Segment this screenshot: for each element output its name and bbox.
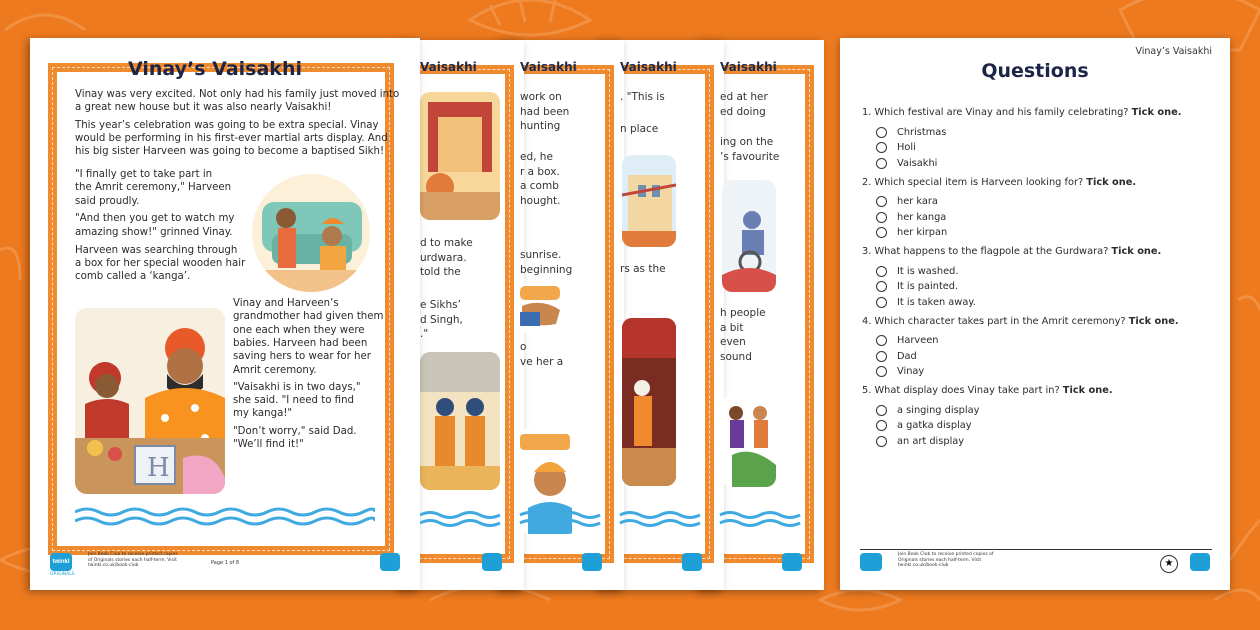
back-page-text: a comb: [520, 180, 559, 192]
answer-option-label: Christmas: [897, 126, 947, 138]
answer-option[interactable]: [876, 365, 924, 379]
story-line: Amrit ceremony.: [233, 364, 317, 376]
story-line: would be performing in his first-ever martial arts display. And: [75, 132, 388, 144]
radio-circle-icon[interactable]: [876, 405, 887, 416]
answer-option-label: a gatka display: [897, 420, 972, 431]
answer-option-label: Vaisakhi: [897, 157, 938, 169]
story-line: a box for her special wooden hair: [75, 257, 246, 269]
star-badge-icon: ★: [1160, 555, 1178, 573]
back-page-text: r a box.: [520, 165, 560, 178]
questions-page[interactable]: [840, 38, 1230, 590]
back-page-text: ve her a: [520, 355, 564, 368]
back-page-title: Vaisakhi: [420, 60, 477, 74]
story-line: Vinay and Harveen’s: [233, 298, 339, 309]
twinkl-logo: twinkl: [50, 553, 72, 571]
tick-one-label: Tick one.: [1062, 385, 1113, 396]
footer-rule: [860, 549, 1212, 550]
back-page-text: a bit: [720, 321, 744, 334]
story-line: saving hers to wear for her: [233, 351, 371, 363]
tick-one-label: Tick one.: [1128, 315, 1179, 327]
back-page-text: sunrise.: [520, 249, 562, 261]
radio-circle-icon[interactable]: [876, 281, 887, 292]
story-line: Vinay was very excited. Not only had his family just moved into: [75, 89, 400, 100]
radio-circle-icon[interactable]: [876, 420, 887, 431]
book-club-badge-icon-4: [682, 553, 702, 571]
back-page-text: d to make: [420, 237, 473, 249]
back-page-text: o: [520, 341, 527, 353]
back-page-text: .": [420, 328, 429, 340]
illustration-ceremony: [622, 318, 676, 486]
back-page-title: Vaisakhi: [520, 60, 577, 74]
radio-circle-icon[interactable]: [876, 227, 887, 238]
story-line: "And then you get to watch my: [75, 213, 235, 225]
radio-circle-icon[interactable]: [876, 196, 887, 207]
illustration-gurdwara-door: [420, 92, 500, 220]
illustration-festival-crowd: [722, 395, 776, 487]
story-line: This year’s celebration was going to be extra special. Vinay: [75, 119, 379, 131]
answer-option[interactable]: [876, 349, 917, 363]
back-page-text: ed at her: [720, 91, 768, 103]
story-line: amazing show!" grinned Vinay.: [75, 226, 233, 238]
answer-option-label: Dad: [897, 350, 917, 362]
questions-page-header: Vinay’s Vaisakhi: [1135, 46, 1212, 57]
question-text: 3. What happens to the flagpole at the Gurdwara? Tick one.: [862, 246, 1162, 257]
radio-circle-icon[interactable]: [876, 366, 887, 377]
story-line: the Amrit ceremony," Harveen: [75, 182, 232, 194]
answer-option[interactable]: [876, 334, 938, 348]
radio-circle-icon[interactable]: [876, 335, 887, 346]
book-club-badge-icon-3: [582, 553, 602, 571]
radio-circle-icon[interactable]: [876, 127, 887, 138]
answer-option[interactable]: [876, 195, 938, 209]
story-line: comb called a ‘kanga’.: [75, 271, 191, 283]
tick-one-label: Tick one.: [1131, 107, 1182, 118]
answer-option-label: her kanga: [897, 211, 947, 223]
back-page-text: . "This is: [620, 91, 665, 103]
question-text: 1. Which festival are Vinay and his family celebrating? Tick one.: [862, 107, 1182, 118]
story-line: "Vaisakhi is in two days,": [233, 381, 361, 393]
question-text: 2. Which special item is Harveen looking for? Tick one.: [862, 176, 1137, 188]
story-line: "I finally get to take part in: [75, 169, 213, 180]
book-club-badge-icon-2: [482, 553, 502, 571]
illustration-dad-and-harveen: [75, 308, 225, 494]
answer-option[interactable]: [876, 280, 958, 294]
story-line: a great new house but it was also nearly Vaisakhi!: [75, 102, 332, 114]
back-page-text: work on: [520, 91, 562, 103]
book-club-badge-icon-q: [1190, 553, 1210, 571]
answer-option[interactable]: [876, 210, 946, 224]
answer-option[interactable]: [876, 403, 979, 417]
story-title: Vinay’s Vaisakhi: [128, 58, 302, 80]
answer-option[interactable]: [876, 226, 947, 240]
back-page-text: rs as the: [620, 263, 666, 275]
answer-option[interactable]: [876, 156, 937, 170]
story-line: "We’ll find it!": [233, 439, 304, 450]
radio-circle-icon[interactable]: [876, 212, 887, 223]
answer-option-label: Harveen: [897, 335, 939, 346]
back-page-text: ed, he: [520, 151, 553, 163]
back-page-text: ed doing: [720, 105, 766, 118]
tick-one-label: Tick one.: [1086, 176, 1137, 188]
radio-circle-icon[interactable]: [876, 436, 887, 447]
page-number: Page 1 of 8: [211, 560, 240, 566]
radio-circle-icon[interactable]: [876, 351, 887, 362]
back-page-title: Vaisakhi: [720, 60, 777, 74]
radio-circle-icon[interactable]: [876, 158, 887, 169]
story-line: said proudly.: [75, 195, 140, 207]
question-text: 5. What display does Vinay take part in? Tick one.: [862, 385, 1113, 396]
book-club-badge-icon-5: [782, 553, 802, 571]
book-club-badge-icon: [380, 553, 400, 571]
back-page-text: h people: [720, 307, 766, 319]
answer-option[interactable]: [876, 125, 946, 139]
answer-option-label: It is taken away.: [897, 296, 976, 308]
answer-option[interactable]: [876, 295, 976, 309]
originals-label: ORIGINALS: [50, 572, 75, 577]
story-line: babies. Harveen had been: [233, 337, 368, 349]
back-page-text: sound: [720, 350, 752, 363]
answer-option-label: her kirpan: [897, 227, 948, 238]
back-page-text: e Sikhs’: [420, 299, 461, 311]
back-page-text: hunting: [520, 120, 561, 132]
answer-option-label: Vinay: [897, 366, 925, 377]
answer-option-label: It is washed.: [897, 265, 959, 277]
back-page-text: ’s favourite: [720, 150, 780, 163]
tick-one-label: Tick one.: [1111, 246, 1162, 257]
answer-option[interactable]: [876, 419, 972, 433]
story-line: his big sister Harveen was going to become a baptised Sikh!: [75, 146, 385, 158]
story-line: Harveen was searching through: [75, 244, 238, 256]
answer-option-label: a singing display: [897, 404, 980, 416]
back-page-text: hought.: [520, 194, 561, 207]
illustration-sikhs-gathering: [420, 352, 500, 490]
questions-title: Questions: [981, 60, 1089, 82]
back-wave-dividers: [420, 510, 820, 530]
book-club-text: Join Book Club to receive printed copies of Originals stories each half-term. Visit twinkl.co.uk/book-club: [88, 552, 178, 568]
back-page-text: beginning: [520, 263, 573, 276]
answer-option-label: It is painted.: [897, 281, 959, 292]
answer-option[interactable]: [876, 434, 964, 448]
illustration-wheelchair: [722, 180, 776, 292]
answer-option-label: her kara: [897, 196, 938, 207]
radio-circle-icon[interactable]: [876, 297, 887, 308]
story-line: my kanga!": [233, 408, 293, 420]
questions-book-club-text: Join Book Club to receive printed copies of Originals stories each half-term. Visit twinkl.co.uk/book-club: [898, 552, 994, 568]
wave-divider: [75, 506, 375, 528]
illustration-hands: [520, 282, 564, 334]
story-line: she said. "I need to find: [233, 395, 355, 407]
illustration-siblings-sofa: [252, 174, 370, 292]
illustration-building: [622, 155, 676, 247]
question-text: 4. Which character takes part in the Amrit ceremony? Tick one.: [862, 315, 1179, 327]
back-page-text: told the: [420, 266, 461, 278]
back-page-text: had been: [520, 105, 570, 118]
answer-option-label: an art display: [897, 435, 965, 447]
back-page-title: Vaisakhi: [620, 60, 677, 74]
back-page-text: urdwara.: [420, 251, 467, 264]
story-line: grandmother had given them: [233, 311, 384, 323]
answer-option[interactable]: [876, 264, 958, 278]
story-line: one each when they were: [233, 324, 365, 336]
back-page-text: even: [720, 336, 746, 348]
twinkl-logo-questions: [860, 553, 882, 571]
back-page-text: d Singh,: [420, 313, 463, 326]
back-page-text: ing on the: [720, 136, 774, 148]
radio-circle-icon[interactable]: [876, 266, 887, 277]
back-page-text: n place: [620, 123, 659, 135]
radio-circle-icon[interactable]: [876, 142, 887, 153]
answer-option-label: Holi: [897, 142, 916, 153]
answer-option[interactable]: [876, 141, 916, 155]
story-line: "Don’t worry," said Dad.: [233, 425, 357, 437]
svg-text:H: H: [147, 453, 170, 483]
